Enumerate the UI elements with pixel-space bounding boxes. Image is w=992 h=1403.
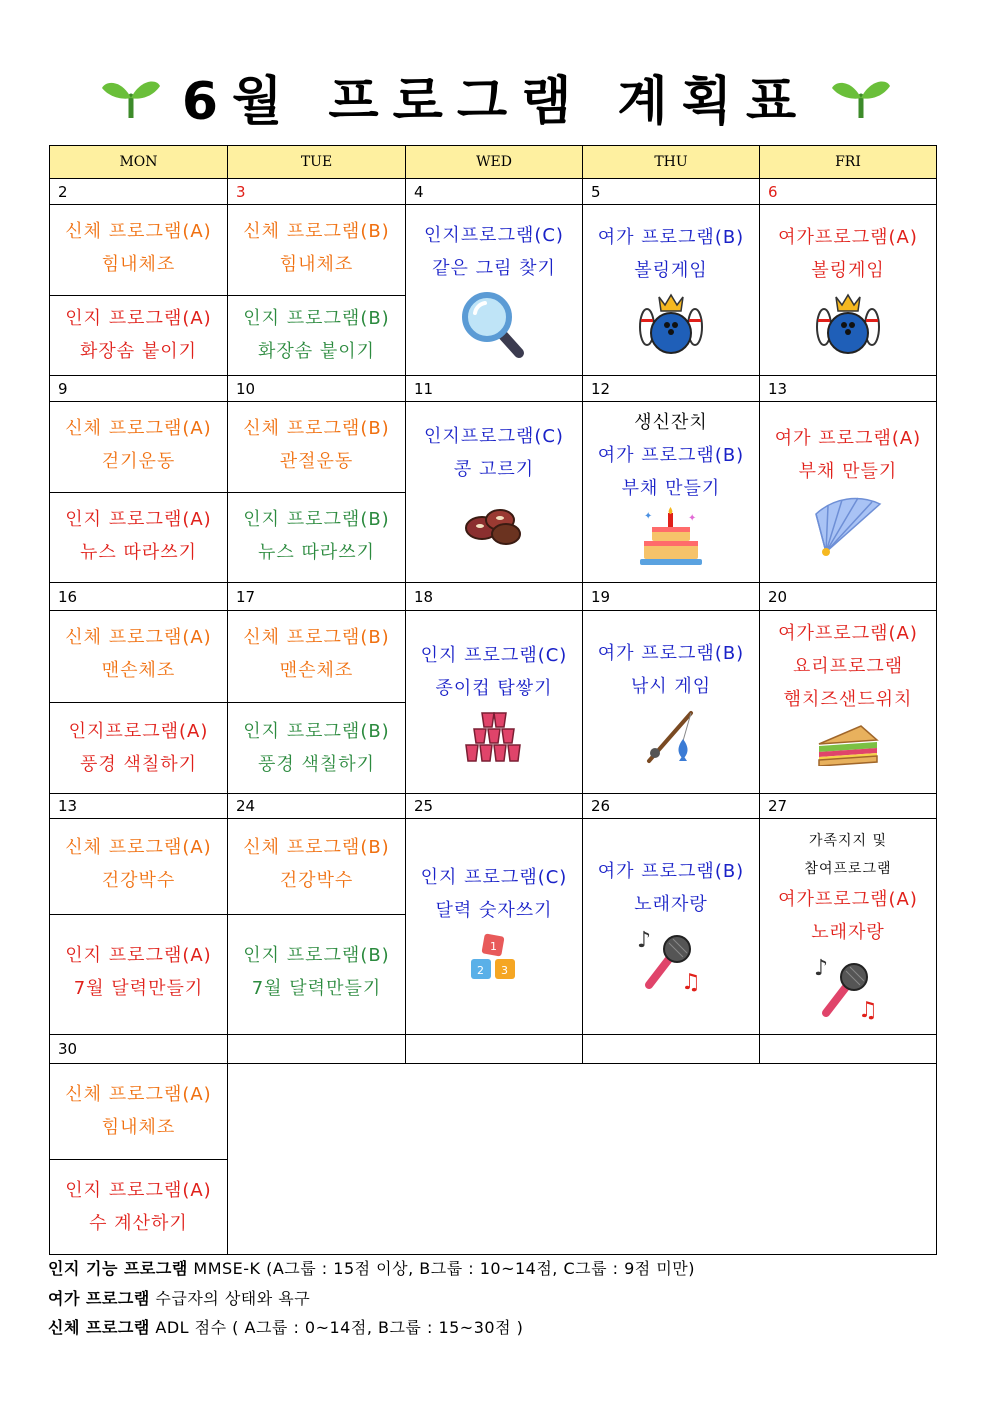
program-cell — [227, 492, 406, 583]
program-activity: 걷기운동 — [101, 451, 176, 472]
microphone-icon — [812, 955, 884, 1021]
program-name: 여가 프로그램(B) — [597, 227, 745, 248]
program-name: 인지 프로그램(B) — [243, 721, 390, 742]
date-label: 13 — [49, 793, 228, 819]
program-name: 신체 프로그램(B) — [243, 418, 390, 439]
date-label: 5 — [582, 178, 760, 205]
empty-area — [227, 1063, 937, 1255]
program-activity: 힘내체조 — [279, 254, 354, 275]
program-activity: 관절운동 — [279, 451, 354, 472]
program-cell — [405, 401, 583, 583]
microphone-icon — [635, 927, 707, 993]
program-name: 신체 프로그램(A) — [65, 627, 212, 648]
program-activity: 노래자랑 — [811, 922, 885, 943]
program-name: 여가프로그램(A) — [778, 227, 918, 248]
program-name: 신체 프로그램(A) — [65, 418, 212, 439]
program-cell — [227, 818, 406, 915]
date-label: 26 — [582, 793, 760, 819]
program-activity: 힘내체조 — [101, 254, 176, 275]
calendar-table — [49, 145, 937, 1255]
program-activity: 볼링게임 — [811, 260, 885, 281]
program-name: 신체 프로그램(A) — [65, 221, 212, 242]
program-name: 여가 프로그램(B) — [597, 861, 745, 882]
program-name: 여가 프로그램(B) — [597, 445, 745, 466]
program-activity: 요리프로그램 — [792, 656, 904, 677]
bowling-icon — [814, 293, 882, 355]
program-cell — [759, 610, 937, 794]
date-label: 6 — [759, 178, 937, 205]
empty-date-cell — [227, 1034, 406, 1064]
program-activity: 같은 그림 찾기 — [432, 258, 556, 279]
program-activity: 7월 달력만들기 — [251, 978, 382, 999]
svg-text:✦: ✦ — [688, 513, 697, 524]
svg-text:♫: ♫ — [681, 970, 701, 993]
program-name: 신체 프로그램(B) — [243, 221, 390, 242]
program-name: 여가프로그램(A) — [778, 889, 918, 910]
program-cell — [759, 204, 937, 376]
program-cell — [582, 204, 760, 376]
program-cell — [405, 818, 583, 1035]
program-activity: 달력 숫자쓰기 — [435, 900, 553, 921]
legend-line — [48, 1256, 695, 1279]
bowling-icon — [637, 293, 705, 355]
program-activity: 건강박수 — [279, 870, 354, 891]
program-activity: 풍경 색칠하기 — [79, 754, 198, 775]
program-cell — [49, 610, 228, 703]
program-cell — [49, 401, 228, 493]
date-label: 2 — [49, 178, 228, 205]
svg-text:♫: ♫ — [858, 998, 878, 1021]
program-name: 인지프로그램(A) — [68, 721, 209, 742]
program-name: 신체 프로그램(A) — [65, 1084, 212, 1105]
sandwich-icon — [817, 722, 879, 766]
day-header-mon: MON — [49, 145, 228, 179]
program-activity: 건강박수 — [101, 870, 176, 891]
page-title: 6월 프로그램 계획표 — [181, 71, 811, 132]
program-activity: 화장솜 붙이기 — [79, 341, 198, 362]
legend-text: MMSE-K (A그룹 : 15점 이상, B그룹 : 10~14점, C그룹 : 9점 미만) — [193, 1259, 695, 1278]
program-name: 인지 프로그램(B) — [243, 945, 390, 966]
svg-text:♪: ♪ — [637, 928, 652, 953]
legend-label: 인지 기능 프로그램 — [48, 1259, 188, 1278]
magnifier-icon — [461, 291, 527, 359]
program-activity: 뉴스 따라쓰기 — [257, 542, 376, 563]
day-header-thu: THU — [582, 145, 760, 179]
program-cell — [582, 818, 760, 1035]
program-name: 여가프로그램(A) — [778, 623, 918, 644]
program-activity: 낚시 게임 — [630, 676, 712, 697]
program-name: 신체 프로그램(B) — [243, 837, 390, 858]
program-name: 인지프로그램(C) — [424, 426, 564, 447]
program-cell — [759, 401, 937, 583]
date-label: 27 — [759, 793, 937, 819]
program-cell — [49, 914, 228, 1035]
cup-tower-icon — [464, 711, 524, 763]
program-cell — [227, 295, 406, 376]
date-label: 16 — [49, 582, 228, 611]
program-name: 인지 프로그램(B) — [243, 509, 390, 530]
birthday-cake-icon — [638, 507, 704, 573]
program-cell — [227, 702, 406, 794]
date-label: 30 — [49, 1034, 228, 1064]
program-activity: 힘내체조 — [101, 1117, 176, 1138]
svg-text:3: 3 — [501, 964, 508, 977]
date-label: 10 — [227, 375, 406, 402]
date-label: 12 — [582, 375, 760, 402]
program-cell — [49, 1159, 228, 1255]
legend-label: 신체 프로그램 — [48, 1318, 150, 1337]
program-activity: 맨손체조 — [101, 660, 176, 681]
program-activity: 맨손체조 — [279, 660, 354, 681]
program-name: 인지 프로그램(A) — [65, 308, 212, 329]
svg-text:♪: ♪ — [814, 956, 829, 981]
program-cell — [227, 610, 406, 703]
program-activity: 풍경 색칠하기 — [257, 754, 376, 775]
sprout-icon — [830, 74, 892, 118]
program-activity: 뉴스 따라쓰기 — [79, 542, 198, 563]
event-name: 생신잔치 — [634, 412, 708, 433]
program-activity: 종이컵 탑쌓기 — [435, 678, 553, 699]
program-cell — [49, 295, 228, 376]
program-name: 신체 프로그램(B) — [243, 627, 390, 648]
legend-line — [48, 1315, 523, 1338]
program-cell — [49, 1063, 228, 1160]
legend-label: 여가 프로그램 — [48, 1289, 150, 1308]
date-label: 3 — [227, 178, 406, 205]
program-cell — [49, 702, 228, 794]
date-label: 25 — [405, 793, 583, 819]
program-activity: 햄치즈샌드위치 — [783, 689, 913, 710]
program-cell — [227, 204, 406, 296]
legend-line — [48, 1286, 310, 1309]
program-name: 인지프로그램(C) — [424, 225, 564, 246]
date-label: 4 — [405, 178, 583, 205]
program-activity: 부채 만들기 — [798, 461, 898, 482]
day-header-tue: TUE — [227, 145, 406, 179]
program-cell — [582, 401, 760, 583]
date-label: 20 — [759, 582, 937, 611]
date-label: 24 — [227, 793, 406, 819]
program-activity: 부채 만들기 — [621, 478, 721, 499]
program-cell — [405, 204, 583, 376]
program-cell — [49, 492, 228, 583]
svg-text:✦: ✦ — [644, 511, 653, 522]
program-activity: 볼링게임 — [634, 260, 708, 281]
program-cell — [227, 914, 406, 1035]
program-cell — [49, 818, 228, 915]
program-name: 여가 프로그램(A) — [774, 428, 922, 449]
date-label: 17 — [227, 582, 406, 611]
program-name: 인지 프로그램(C) — [420, 867, 568, 888]
fishing-rod-icon — [641, 709, 701, 765]
event-name: 가족지지 및 — [808, 833, 888, 849]
date-label: 19 — [582, 582, 760, 611]
program-activity: 노래자랑 — [634, 894, 708, 915]
program-cell — [227, 401, 406, 493]
program-name: 여가 프로그램(B) — [597, 643, 745, 664]
date-label: 11 — [405, 375, 583, 402]
title-bar — [0, 60, 992, 132]
program-name: 신체 프로그램(A) — [65, 837, 212, 858]
sprout-icon — [100, 74, 162, 118]
beans-icon — [462, 498, 526, 548]
fan-icon — [814, 494, 882, 556]
date-label: 13 — [759, 375, 937, 402]
program-name: 인지 프로그램(A) — [65, 945, 212, 966]
day-header-fri: FRI — [759, 145, 937, 179]
svg-text:1: 1 — [490, 940, 497, 953]
program-activity: 콩 고르기 — [453, 459, 535, 480]
program-activity: 화장솜 붙이기 — [257, 341, 376, 362]
legend-text: ADL 점수 ( A그룹 : 0~14점, B그룹 : 15~30점 ) — [155, 1318, 524, 1337]
program-activity: 7월 달력만들기 — [73, 978, 204, 999]
program-name: 인지 프로그램(A) — [65, 1180, 212, 1201]
date-label: 9 — [49, 375, 228, 402]
day-header-wed: WED — [405, 145, 583, 179]
empty-date-cell — [405, 1034, 583, 1064]
program-cell — [759, 818, 937, 1035]
program-name: 인지 프로그램(C) — [420, 645, 568, 666]
event-name: 참여프로그램 — [804, 861, 892, 877]
legend-text: 수급자의 상태와 욕구 — [155, 1289, 311, 1308]
empty-date-cell — [582, 1034, 760, 1064]
program-name: 인지 프로그램(B) — [243, 308, 390, 329]
date-label: 18 — [405, 582, 583, 611]
program-cell — [582, 610, 760, 794]
program-name: 인지 프로그램(A) — [65, 509, 212, 530]
program-cell — [405, 610, 583, 794]
empty-date-cell — [759, 1034, 937, 1064]
svg-text:2: 2 — [477, 964, 484, 977]
program-activity: 수 계산하기 — [89, 1213, 188, 1234]
number-blocks-icon — [469, 933, 519, 985]
program-cell — [49, 204, 228, 296]
